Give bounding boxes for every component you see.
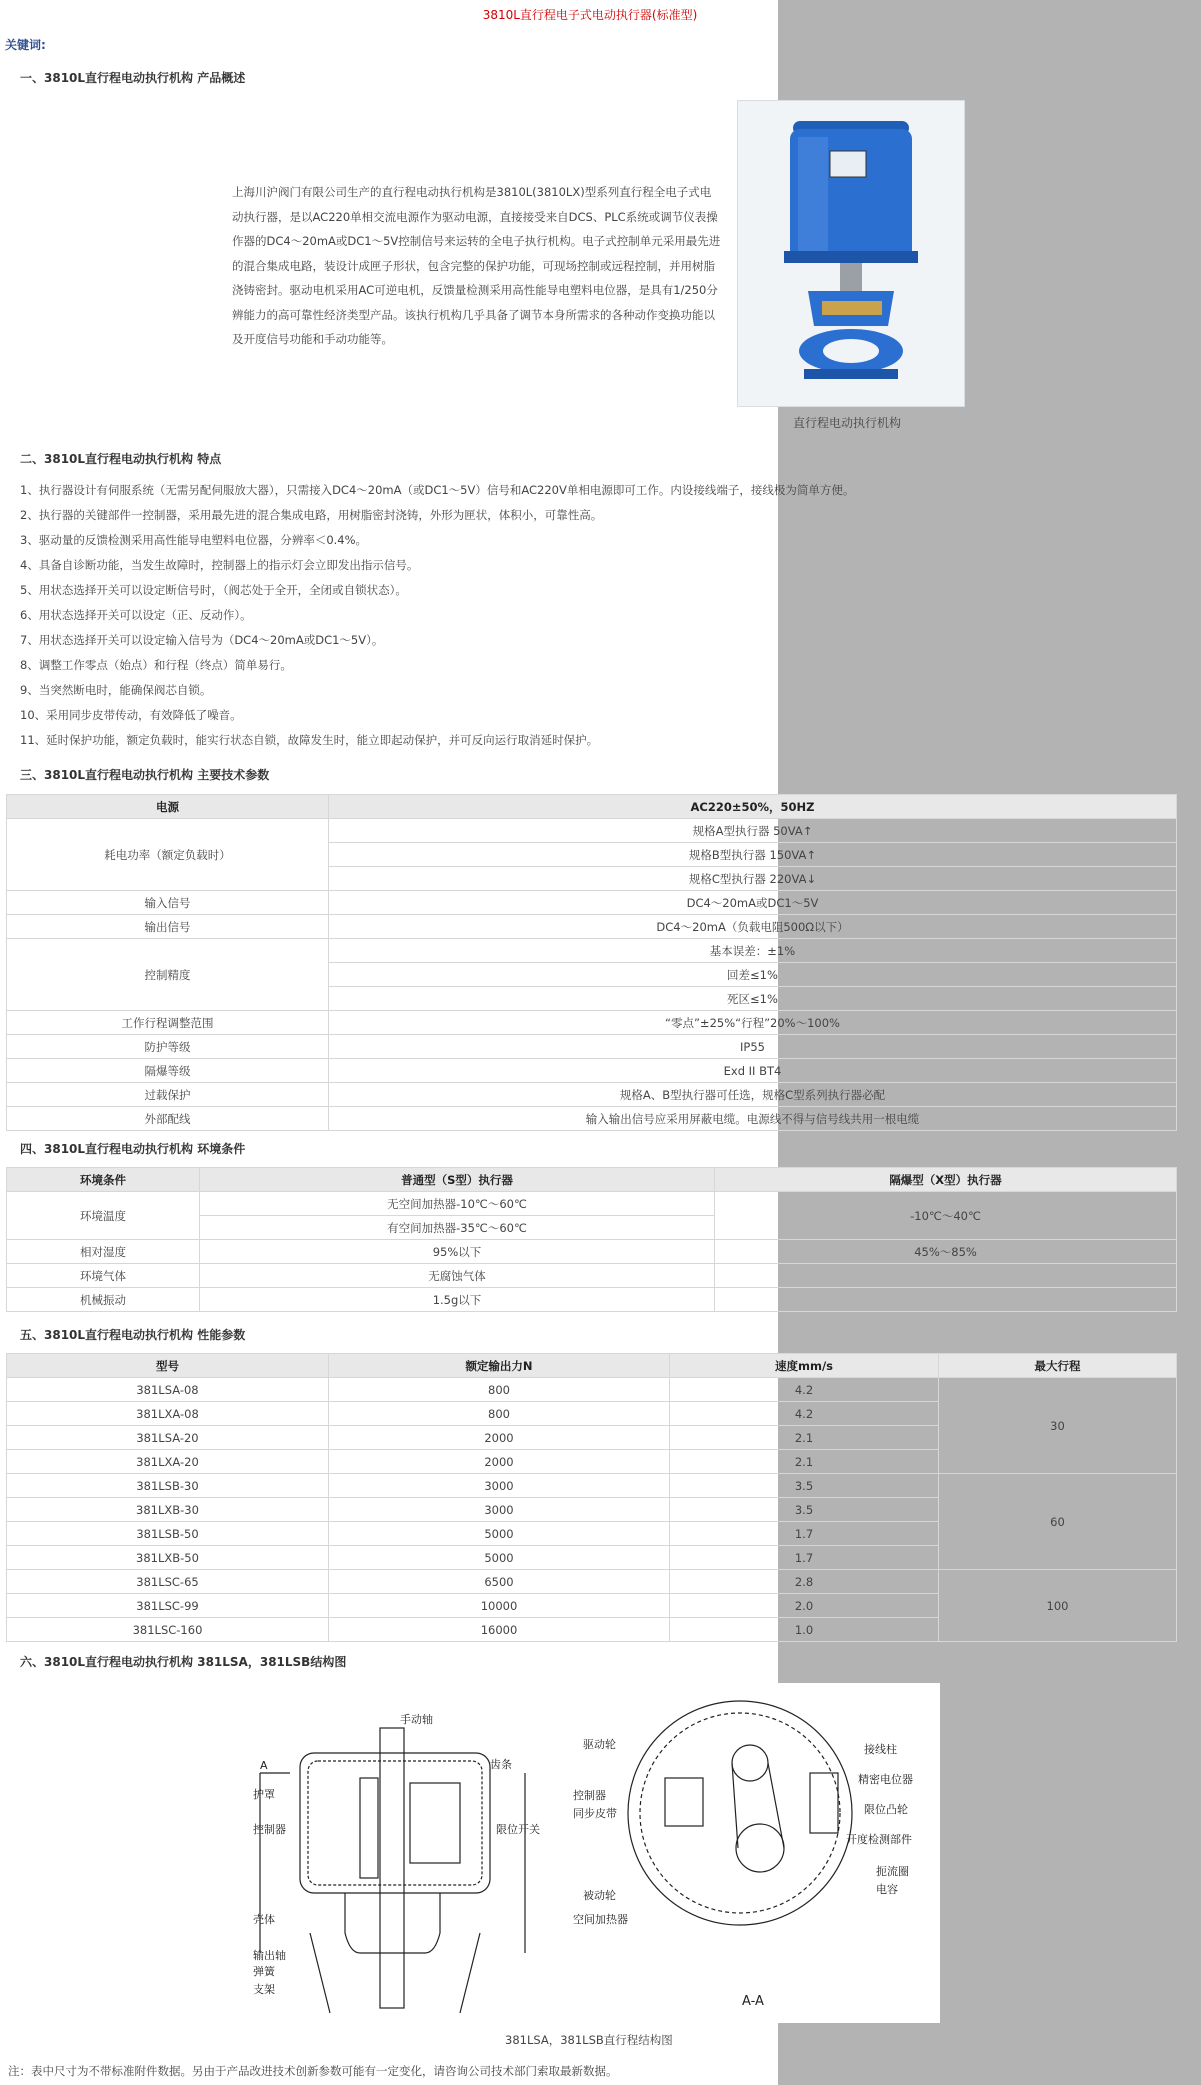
table-cell: 381LSC-99 [7,1594,329,1618]
table-row [7,915,1177,939]
table-cell: 1.7 [670,1522,939,1546]
section-performance-heading: 五、3810L直行程电动执行机构 性能参数 [20,1328,246,1342]
table-cell: 800 [329,1402,670,1426]
actuator-illustration [738,101,964,406]
features-list [20,478,1180,753]
label-limit-switch: 限位开关 [496,1823,540,1836]
table-row [7,1011,1177,1035]
table-cell: 相对湿度 [7,1240,200,1264]
table-row [7,891,1177,915]
table-row [7,819,1177,843]
table-cell: 6500 [329,1570,670,1594]
environment-table [6,1167,1177,1312]
table-row [7,1168,1177,1192]
label-controller-right: 控制器 [573,1789,606,1802]
label-controller: 控制器 [253,1823,286,1836]
label-spring: 弹簧 [253,1965,275,1978]
view-label-aa: A-A [742,1994,764,2009]
table-cell: 4.2 [670,1378,939,1402]
table-header: 隔爆型（X型）执行器 [715,1168,1177,1192]
label-manual-shaft: 手动轴 [400,1713,433,1726]
table-cell: 3.5 [670,1498,939,1522]
label-cover: 护罩 [253,1788,275,1801]
table-row [7,1192,1177,1216]
feature-item: 6、用状态选择开关可以设定（正、反动作）。 [20,608,252,622]
section-overview-heading: 一、3810L直行程电动执行机构 产品概述 [20,71,246,85]
table-cell: 2.1 [670,1450,939,1474]
feature-item: 5、用状态选择开关可以设定断信号时，（阀芯处于全开，全闭或自锁状态）。 [20,583,407,597]
label-rack: 齿条 [490,1758,512,1771]
table-row [7,1083,1177,1107]
label-space-heater: 空间加热器 [573,1913,628,1926]
table-header: 最大行程 [939,1354,1177,1378]
label-choke-coil: 扼流圈 [876,1865,909,1878]
table-row [7,1288,1177,1312]
section-features-heading: 二、3810L直行程电动执行机构 特点 [20,452,222,466]
section-structure-heading: 六、3810L直行程电动执行机构 381LSA，381LSB结构图 [20,1655,347,1669]
table-cell: 环境气体 [7,1264,200,1288]
table-cell: 规格B型执行器 150VA↑ [329,843,1177,867]
table-cell: 800 [329,1378,670,1402]
structure-drawing [250,1683,940,2023]
table-cell: Exd II BT4 [329,1059,1177,1083]
table-header: 型号 [7,1354,329,1378]
performance-table [6,1353,1177,1642]
label-opening-detector: 开度检测部件 [846,1833,912,1846]
table-cell: 381LXB-50 [7,1546,329,1570]
table-cell: 环境温度 [7,1192,200,1240]
section-specs-heading: 三、3810L直行程电动执行机构 主要技术参数 [20,768,270,782]
table-cell: 隔爆等级 [7,1059,329,1083]
table-cell: 基本误差：±1% [329,939,1177,963]
table-cell: 60 [939,1474,1177,1570]
table-cell: 输入信号 [7,891,329,915]
table-header: 普通型（S型）执行器 [200,1168,715,1192]
table-cell: “零点”±25%“行程”20%～100% [329,1011,1177,1035]
table-cell: 16000 [329,1618,670,1642]
table-cell: 381LSA-08 [7,1378,329,1402]
table-cell: 5000 [329,1522,670,1546]
table-cell: 输入输出信号应采用屏蔽电缆。电源线不得与信号线共用一根电缆 [329,1107,1177,1131]
table-cell: 规格A、B型执行器可任选，规格C型系列执行器必配 [329,1083,1177,1107]
page-title: 3810L直行程电子式电动执行器(标准型) [482,8,698,22]
label-capacitor: 电容 [876,1883,898,1896]
table-header: 速度mm/s [670,1354,939,1378]
table-cell: 5000 [329,1546,670,1570]
feature-item: 2、执行器的关键部件一控制器，采用最先进的混合集成电路，用树脂密封浇铸，外形为匣状，体积小，可靠性高。 [20,508,603,522]
table-cell: 耗电功率（额定负载时） [7,819,329,891]
feature-item: 10、采用同步皮带传动，有效降低了噪音。 [20,708,242,722]
table-cell: 输出信号 [7,915,329,939]
table-cell: 2000 [329,1426,670,1450]
table-cell: 4.2 [670,1402,939,1426]
table-cell: 95%以下 [200,1240,715,1264]
keywords-label: 关键词: [5,38,46,52]
tech-params-table [6,794,1177,1131]
table-cell: 外部配线 [7,1107,329,1131]
table-cell: 381LSB-50 [7,1522,329,1546]
table-cell: 回差≤1% [329,963,1177,987]
table-row [7,1378,1177,1402]
table-header: 环境条件 [7,1168,200,1192]
table-cell: 2.8 [670,1570,939,1594]
table-row [7,939,1177,963]
feature-item: 3、驱动量的反馈检测采用高性能导电塑料电位器，分辨率＜0.4%。 [20,533,368,547]
table-row [7,1264,1177,1288]
table-cell: 死区≤1% [329,987,1177,1011]
table-cell: 机械振动 [7,1288,200,1312]
label-potentiometer: 精密电位器 [858,1773,913,1786]
table-cell: 45%～85% [715,1240,1177,1264]
table-cell: 381LSC-65 [7,1570,329,1594]
table-cell: 3.5 [670,1474,939,1498]
table-row [7,1240,1177,1264]
table-cell: 无腐蚀气体 [200,1264,715,1288]
table-cell: 过载保护 [7,1083,329,1107]
table-cell: 有空间加热器-35℃～60℃ [200,1216,715,1240]
label-timing-belt: 同步皮带 [573,1807,617,1820]
feature-item: 8、调整工作零点（始点）和行程（终点）简单易行。 [20,658,292,672]
table-header: 电源 [7,795,329,819]
table-cell: 30 [939,1378,1177,1474]
actuator-photo [737,100,965,407]
section-mark-a: A [260,1759,268,1772]
table-cell: 381LXB-30 [7,1498,329,1522]
table-cell: IP55 [329,1035,1177,1059]
label-output-shaft: 输出轴 [253,1949,286,1962]
table-cell: 381LSB-30 [7,1474,329,1498]
table-cell: 381LXA-20 [7,1450,329,1474]
table-cell: 无空间加热器-10℃～60℃ [200,1192,715,1216]
table-cell: 2000 [329,1450,670,1474]
table-cell: 1.0 [670,1618,939,1642]
feature-item: 11、延时保护功能，额定负载时，能实行状态自锁，故障发生时，能立即起动保护，并可反向运行取消延时保护。 [20,733,599,747]
table-cell: 1.5g以下 [200,1288,715,1312]
table-cell: 10000 [329,1594,670,1618]
table-cell: 防护等级 [7,1035,329,1059]
table-header: 额定输出力N [329,1354,670,1378]
photo-caption: 直行程电动执行机构 [793,416,902,430]
table-cell: 规格A型执行器 50VA↑ [329,819,1177,843]
table-row [7,1059,1177,1083]
table-header: AC220±50%，50HZ [329,795,1177,819]
table-cell: 2.1 [670,1426,939,1450]
table-row [7,795,1177,819]
table-cell: 2.0 [670,1594,939,1618]
table-cell: 381LSA-20 [7,1426,329,1450]
diagram-caption: 381LSA，381LSB直行程结构图 [505,2033,673,2047]
label-drive-wheel: 驱动轮 [583,1738,616,1751]
table-row [7,1474,1177,1498]
label-driven-wheel: 被动轮 [583,1889,616,1902]
feature-item: 1、执行器设计有伺服系统（无需另配伺服放大器），只需接入DC4～20mA（或DC1～5V）信号和AC220V单相电源即可工作。内设接线端子，接线极为简单方便。 [20,483,855,497]
structure-diagram [250,1683,940,2023]
table-cell: 工作行程调整范围 [7,1011,329,1035]
feature-item: 7、用状态选择开关可以设定输入信号为（DC4～20mA或DC1～5V）。 [20,633,384,647]
feature-item: 4、具备自诊断功能，当发生故障时，控制器上的指示灯会立即发出指示信号。 [20,558,419,572]
section-environment-heading: 四、3810L直行程电动执行机构 环境条件 [20,1142,246,1156]
feature-item: 9、当突然断电时，能确保阀芯自锁。 [20,683,212,697]
table-cell: 1.7 [670,1546,939,1570]
table-cell [715,1264,1177,1288]
table-cell [715,1288,1177,1312]
table-row [7,1570,1177,1594]
table-cell: -10℃～40℃ [715,1192,1177,1240]
table-cell: DC4～20mA或DC1～5V [329,891,1177,915]
table-cell: 规格C型执行器 220VA↓ [329,867,1177,891]
table-cell: 3000 [329,1498,670,1522]
table-cell: 381LSC-160 [7,1618,329,1642]
overview-paragraph: 上海川沪阀门有限公司生产的直行程电动执行机构是3810L(3810LX)型系列直行程全电子式电动执行器，是以AC220单相交流电源作为驱动电源，直接接受来自DCS、PLC系统或调节仪表操作器的DC4～20mA或DC1～5V控制信号来运转的全电子执行机构。电子式控制单元采用最先进的混合集成电路，装设计成匣子形状，包含完整的保护功能，可现场控制或远程控制，并用树脂浇铸密封。驱动电机采用AC可逆电机，反馈量检测采用高性能导电塑料电位器，是具有1/250分辨能力的高可靠性经济类型产品。该执行机构几乎具备了调节本身所需求的各种动作变换功能以及开度信号功能和手动功能等。 [232,185,721,346]
label-limit-cam: 限位凸轮 [864,1803,908,1816]
table-cell: 3000 [329,1474,670,1498]
table-row [7,1107,1177,1131]
table-cell: 381LXA-08 [7,1402,329,1426]
table-row [7,1035,1177,1059]
label-housing: 壳体 [253,1913,275,1926]
table-row [7,1354,1177,1378]
table-cell: DC4～20mA（负载电阻500Ω以下） [329,915,1177,939]
footnote: 注：表中尺寸为不带标准附件数据。另由于产品改进技术创新参数可能有一定变化，请咨询公司技术部门索取最新数据。 [8,2064,618,2078]
label-bracket: 支架 [253,1983,275,1996]
table-cell: 100 [939,1570,1177,1642]
table-cell: 控制精度 [7,939,329,1011]
label-terminal: 接线柱 [864,1743,897,1756]
